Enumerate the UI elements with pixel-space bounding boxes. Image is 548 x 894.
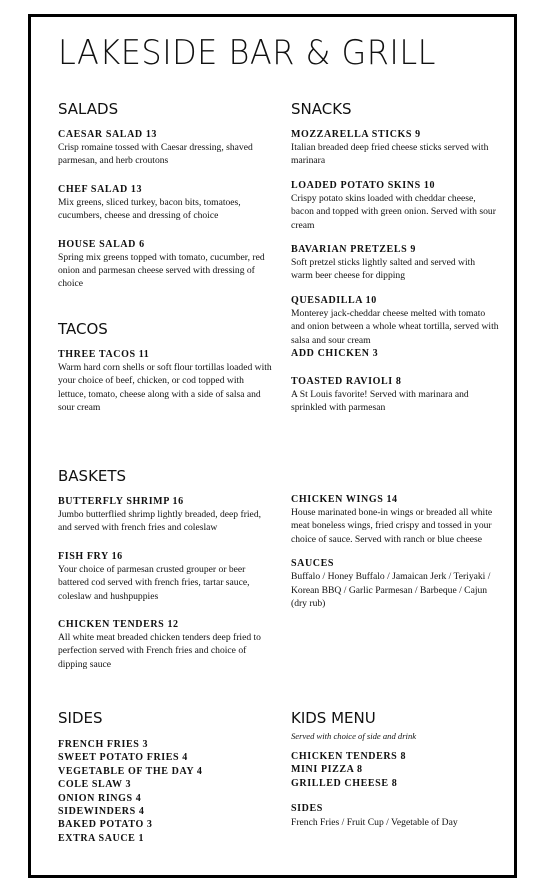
sides-section: [58, 709, 273, 845]
item-name: BUTTERFLY SHRIMP 16: [58, 496, 184, 507]
menu-item: [58, 550, 273, 603]
sauces-block: [291, 557, 499, 610]
menu-item: [58, 238, 273, 291]
menu-item: [58, 618, 273, 671]
menu-item: [291, 375, 499, 415]
item-description: Italian breaded deep fried cheese sticks served with marinara: [291, 142, 489, 167]
item-description: Crispy potato skins loaded with cheddar cheese, bacon and topped with green onion. Served with sour cream: [291, 192, 496, 231]
item-description: House marinated bone-in wings or breaded all white meat boneless wings, fried crispy and tossed in your choice of sauce. Served with ranch or blue cheese: [291, 507, 493, 545]
item-name: THREE TACOS 11: [58, 349, 150, 360]
menu-item: [291, 179, 499, 232]
sauces-list: Buffalo / Honey Buffalo / Jamaican Jerk / Teriyaki / Korean BBQ / Garlic Parmesan / Barbeque / Cajun (dry rub): [291, 571, 491, 610]
salads-heading: SALADS: [58, 100, 119, 118]
side-item: VEGETABLE OF THE DAY 4: [58, 765, 203, 777]
item-name: LOADED POTATO SKINS 10: [291, 179, 436, 191]
restaurant-title: LAKESIDE BAR & GRILL: [58, 33, 436, 73]
menu-item: [58, 348, 273, 415]
item-description: Soft pretzel sticks lightly salted and served with warm beer cheese for dipping: [291, 257, 476, 282]
item-name: QUESADILLA 10: [291, 294, 377, 306]
kids-sides-heading: SIDES: [291, 803, 323, 815]
menu-item: [58, 183, 273, 223]
item-name: CAESAR SALAD 13: [58, 129, 158, 140]
tacos-heading: TACOS: [58, 320, 108, 338]
item-name: MOZZARELLA STICKS 9: [291, 129, 421, 140]
sauces-heading: SAUCES: [291, 558, 335, 570]
kids-item: CHICKEN TENDERS 8: [291, 751, 407, 762]
snacks-heading: SNACKS: [291, 100, 352, 118]
snacks-section: [291, 100, 499, 430]
side-item: SWEET POTATO FRIES 4: [58, 752, 188, 764]
salads-section: [58, 100, 273, 306]
baskets-section: [58, 467, 273, 686]
kids-menu-section: [291, 709, 499, 829]
kids-menu-heading: KIDS MENU: [291, 709, 376, 727]
side-item: ONION RINGS 4: [58, 792, 142, 804]
item-description: Crisp romaine tossed with Caesar dressing, shaved parmesan, and herb croutons: [58, 142, 253, 167]
side-item: BAKED POTATO 3: [58, 819, 153, 831]
item-name: BAVARIAN PRETZELS 9: [291, 244, 416, 256]
item-description: Monterey jack-cheddar cheese melted with tomato and onion between a whole wheat tortilla, served with salsa and sour cream: [291, 307, 499, 346]
kids-item: MINI PIZZA 8: [291, 764, 363, 776]
item-description: Your choice of parmesan crusted grouper or beer battered cod served with french fries, tartar sauce, coleslaw and hushpuppies: [58, 563, 250, 602]
menu-item: [291, 243, 499, 283]
kids-sides-list: French Fries / Fruit Cup / Vegetable of Day: [291, 816, 458, 828]
side-item: COLE SLAW 3: [58, 779, 132, 791]
item-description: Warm hard corn shells or soft flour tortillas loaded with your choice of beef, chicken, or cod topped with lettuce, tomato, cheese along with a side of salsa and sour cream: [58, 362, 272, 414]
baskets-right-column: [291, 493, 499, 625]
menu-item: [58, 495, 273, 535]
item-description: Spring mix greens topped with tomato, cucumber, red onion and parmesan cheese served with dressing of choice: [58, 251, 265, 290]
item-name: CHEF SALAD 13: [58, 183, 143, 195]
item-name: CHICKEN WINGS 14: [291, 494, 398, 505]
tacos-section: [58, 320, 273, 430]
menu-item: [58, 128, 273, 168]
sides-heading: SIDES: [58, 709, 103, 727]
item-name: HOUSE SALAD 6: [58, 238, 145, 250]
menu-item: [291, 493, 499, 546]
side-item: SIDEWINDERS 4: [58, 806, 145, 818]
kids-menu-subtitle: Served with choice of side and drink: [291, 731, 417, 741]
item-name: FISH FRY 16: [58, 550, 123, 562]
item-description: All white meat breaded chicken tenders deep fried to perfection served with French fries and choice of dipping sauce: [58, 632, 261, 670]
item-description: Mix greens, sliced turkey, bacon bits, tomatoes, cucumbers, cheese and dressing of choice: [58, 196, 241, 222]
item-description: Jumbo butterflied shrimp lightly breaded, deep fried, and served with french fries and coleslaw: [58, 509, 262, 534]
add-on-name: ADD CHICKEN 3: [291, 348, 379, 360]
menu-item: [291, 294, 499, 360]
item-name: TOASTED RAVIOLI 8: [291, 376, 402, 388]
menu-item: [291, 128, 499, 168]
baskets-heading: BASKETS: [58, 467, 127, 485]
item-name: CHICKEN TENDERS 12: [58, 619, 179, 631]
side-item: FRENCH FRIES 3: [58, 739, 149, 750]
side-item: EXTRA SAUCE 1: [58, 832, 145, 844]
kids-item: GRILLED CHEESE 8: [291, 777, 398, 789]
item-description: A St Louis favorite! Served with marinara and sprinkled with parmesan: [291, 389, 469, 414]
